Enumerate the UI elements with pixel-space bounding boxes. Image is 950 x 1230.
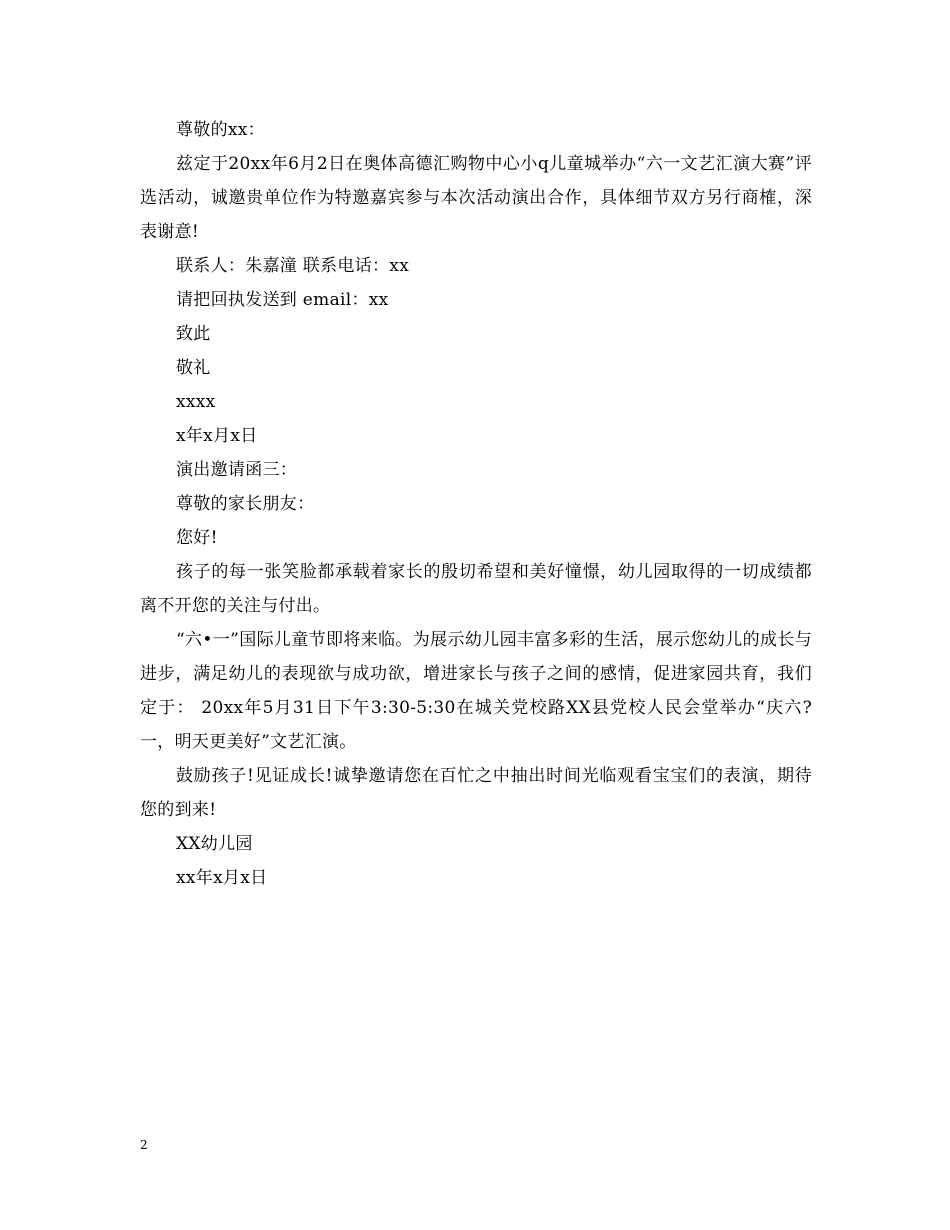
final-date-line: xx年x月x日 (176, 868, 268, 888)
event-paragraph: “六•一”国际儿童节即将来临。为展示幼儿园丰富多彩的生活，展示您幼儿的成长与进步，满足幼儿的表现欲与成功欲，增进家长与孩子之间的感情，促进家园共育，我们定于： 20xx年5月31日下午3:30-5:30在城关党校路XX县党校人民会堂举办“庆六?一，明天更美好”文艺汇演。 (140, 630, 812, 752)
regards-line: 敬礼 (176, 358, 211, 378)
date-line: x年x月x日 (176, 426, 258, 446)
reply-email-line: 请把回执发送到 email：xx (176, 290, 389, 310)
contact-line: 联系人：朱嘉潼 联系电话：xx (176, 256, 410, 276)
page-number: 2 (140, 1138, 148, 1152)
greeting: 您好! (176, 528, 218, 548)
invitation-paragraph: 兹定于20xx年6月2日在奥体高德汇购物中心小q儿童城举办“六一文艺汇演大赛”评选活动，诚邀贵单位作为特邀嘉宾参与本次活动演出合作，具体细节双方另行商榷，深表谢意! (140, 154, 812, 242)
body-paragraph: 孩子的每一张笑脸都承载着家长的殷切希望和美好憧憬，幼儿园取得的一切成绩都离不开您的关注与付出。 (140, 562, 812, 616)
salutation: 尊敬的xx： (176, 120, 265, 140)
section-heading: 演出邀请函三： (176, 460, 298, 480)
invitation-closing-paragraph: 鼓励孩子!见证成长!诚挚邀请您在百忙之中抽出时间光临观看宝宝们的表演，期待您的到来! (140, 766, 812, 820)
document-body (140, 113, 812, 895)
closing-line: 致此 (176, 324, 211, 344)
signature: xxxx (176, 392, 216, 412)
organization-signature: XX幼儿园 (176, 834, 253, 854)
salutation-parents: 尊敬的家长朋友： (176, 494, 315, 514)
